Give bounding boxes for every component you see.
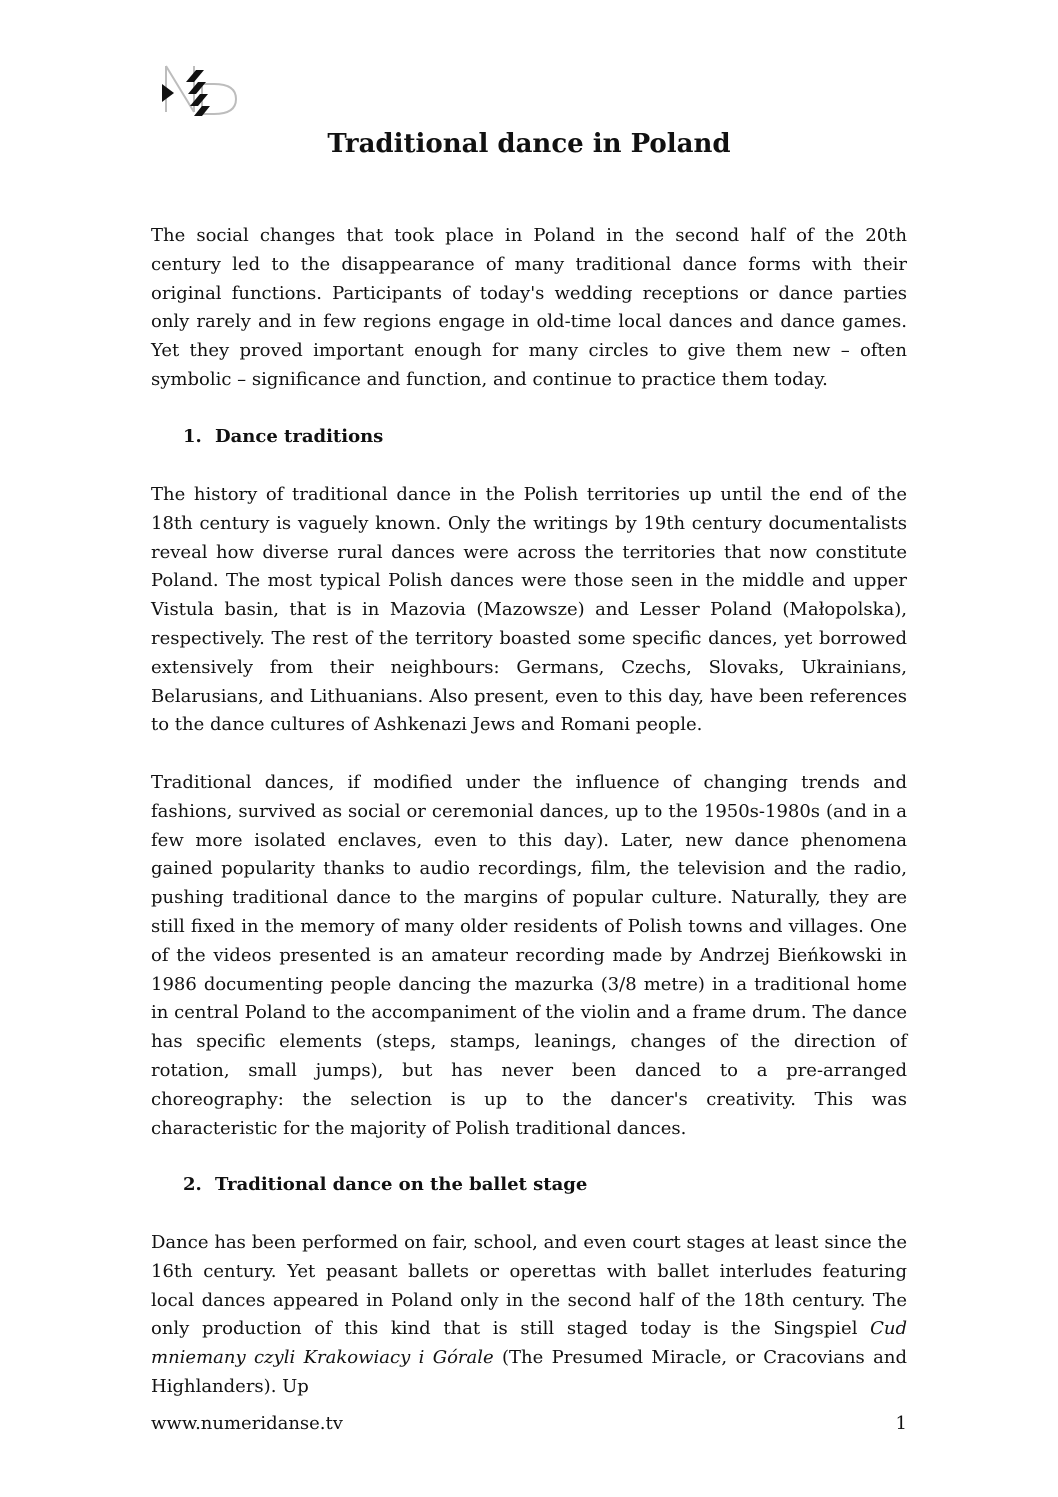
footer-url[interactable]: www.numeridanse.tv: [151, 1413, 343, 1434]
section-2-paragraph-1: [151, 1229, 907, 1402]
document-title: Traditional dance in Poland: [327, 129, 731, 159]
nd-logo-icon: [158, 64, 240, 118]
section-2-text-before: Dance has been performed on fair, school, and even court stages at least since the 16th century. Yet peasant ballets or operettas with ballet interludes featuring local dances appeared in Poland only in the second half of the 18th century. The only production of this kind that is still staged today is the Singspiel: [151, 1232, 907, 1340]
section-1-paragraph-2: Traditional dances, if modified under the influence of changing trends and fashions, survived as social or ceremonial dances, up to the 1950s-1980s (and in a few more isolated enclaves, even to this day). Later, new dance phenomena gained popularity thanks to audio recordings, film, the television and the radio, pushing traditional dance to the margins of popular culture. Naturally, they are still fixed in the memory of many older residents of Polish towns and villages. One of the videos presented is an amateur recording made by Andrzej Bieńkowski in 1986 documenting people dancing the mazurka (3/8 metre) in a traditional home in central Poland to the accompaniment of the violin and a frame drum. The dance has specific elements (steps, stamps, leanings, changes of the direction of rotation, small jumps), but has never been danced to a pre-arranged choreography: the selection is up to the dancer's creativity. This was characteristic for the majority of Polish traditional dances.: [151, 772, 907, 1139]
section-2-text-after: (The Presumed Miracle, or Cracovians and Highlanders). Up: [151, 1347, 907, 1397]
section-1-heading: [183, 423, 383, 452]
singspiel-title: Cud mniemany czyli Krakowiacy i Górale: [151, 1318, 907, 1369]
section-1-title: Dance traditions: [215, 426, 384, 447]
section-1-paragraph-1: The history of traditional dance in the Polish territories up until the end of the 18th century is vaguely known. Only the writings by 19th century documentalists reveal how diverse rural dances were across the territories that now constitute Poland. The most typical Polish dances were those seen in the middle and upper Vistula basin, that is in Mazovia (Mazowsze) and Lesser Poland (Małopolska), respectively. The rest of the territory boasted some specific dances, yet borrowed extensively from their neighbours: Germans, Czechs, Slovaks, Ukrainians, Belarusians, and Lithuanians. Also present, even to this day, have been references to the dance cultures of Ashkenazi Jews and Romani people.: [151, 484, 907, 736]
section-2-title: Traditional dance on the ballet stage: [215, 1174, 588, 1195]
section-1-number: 1.: [183, 426, 202, 447]
page-number: 1: [895, 1413, 907, 1434]
section-2-number: 2.: [183, 1174, 202, 1195]
intro-paragraph: The social changes that took place in Poland in the second half of the 20th century led to the disappearance of many traditional dance forms with their original functions. Participants of today's wedding receptions or dance parties only rarely and in few regions engage in old-time local dances and dance games. Yet they proved important enough for many circles to give them new – often symbolic – significance and function, and continue to practice them today.: [151, 225, 907, 390]
logo: [158, 64, 240, 118]
section-2-heading: [183, 1171, 587, 1200]
